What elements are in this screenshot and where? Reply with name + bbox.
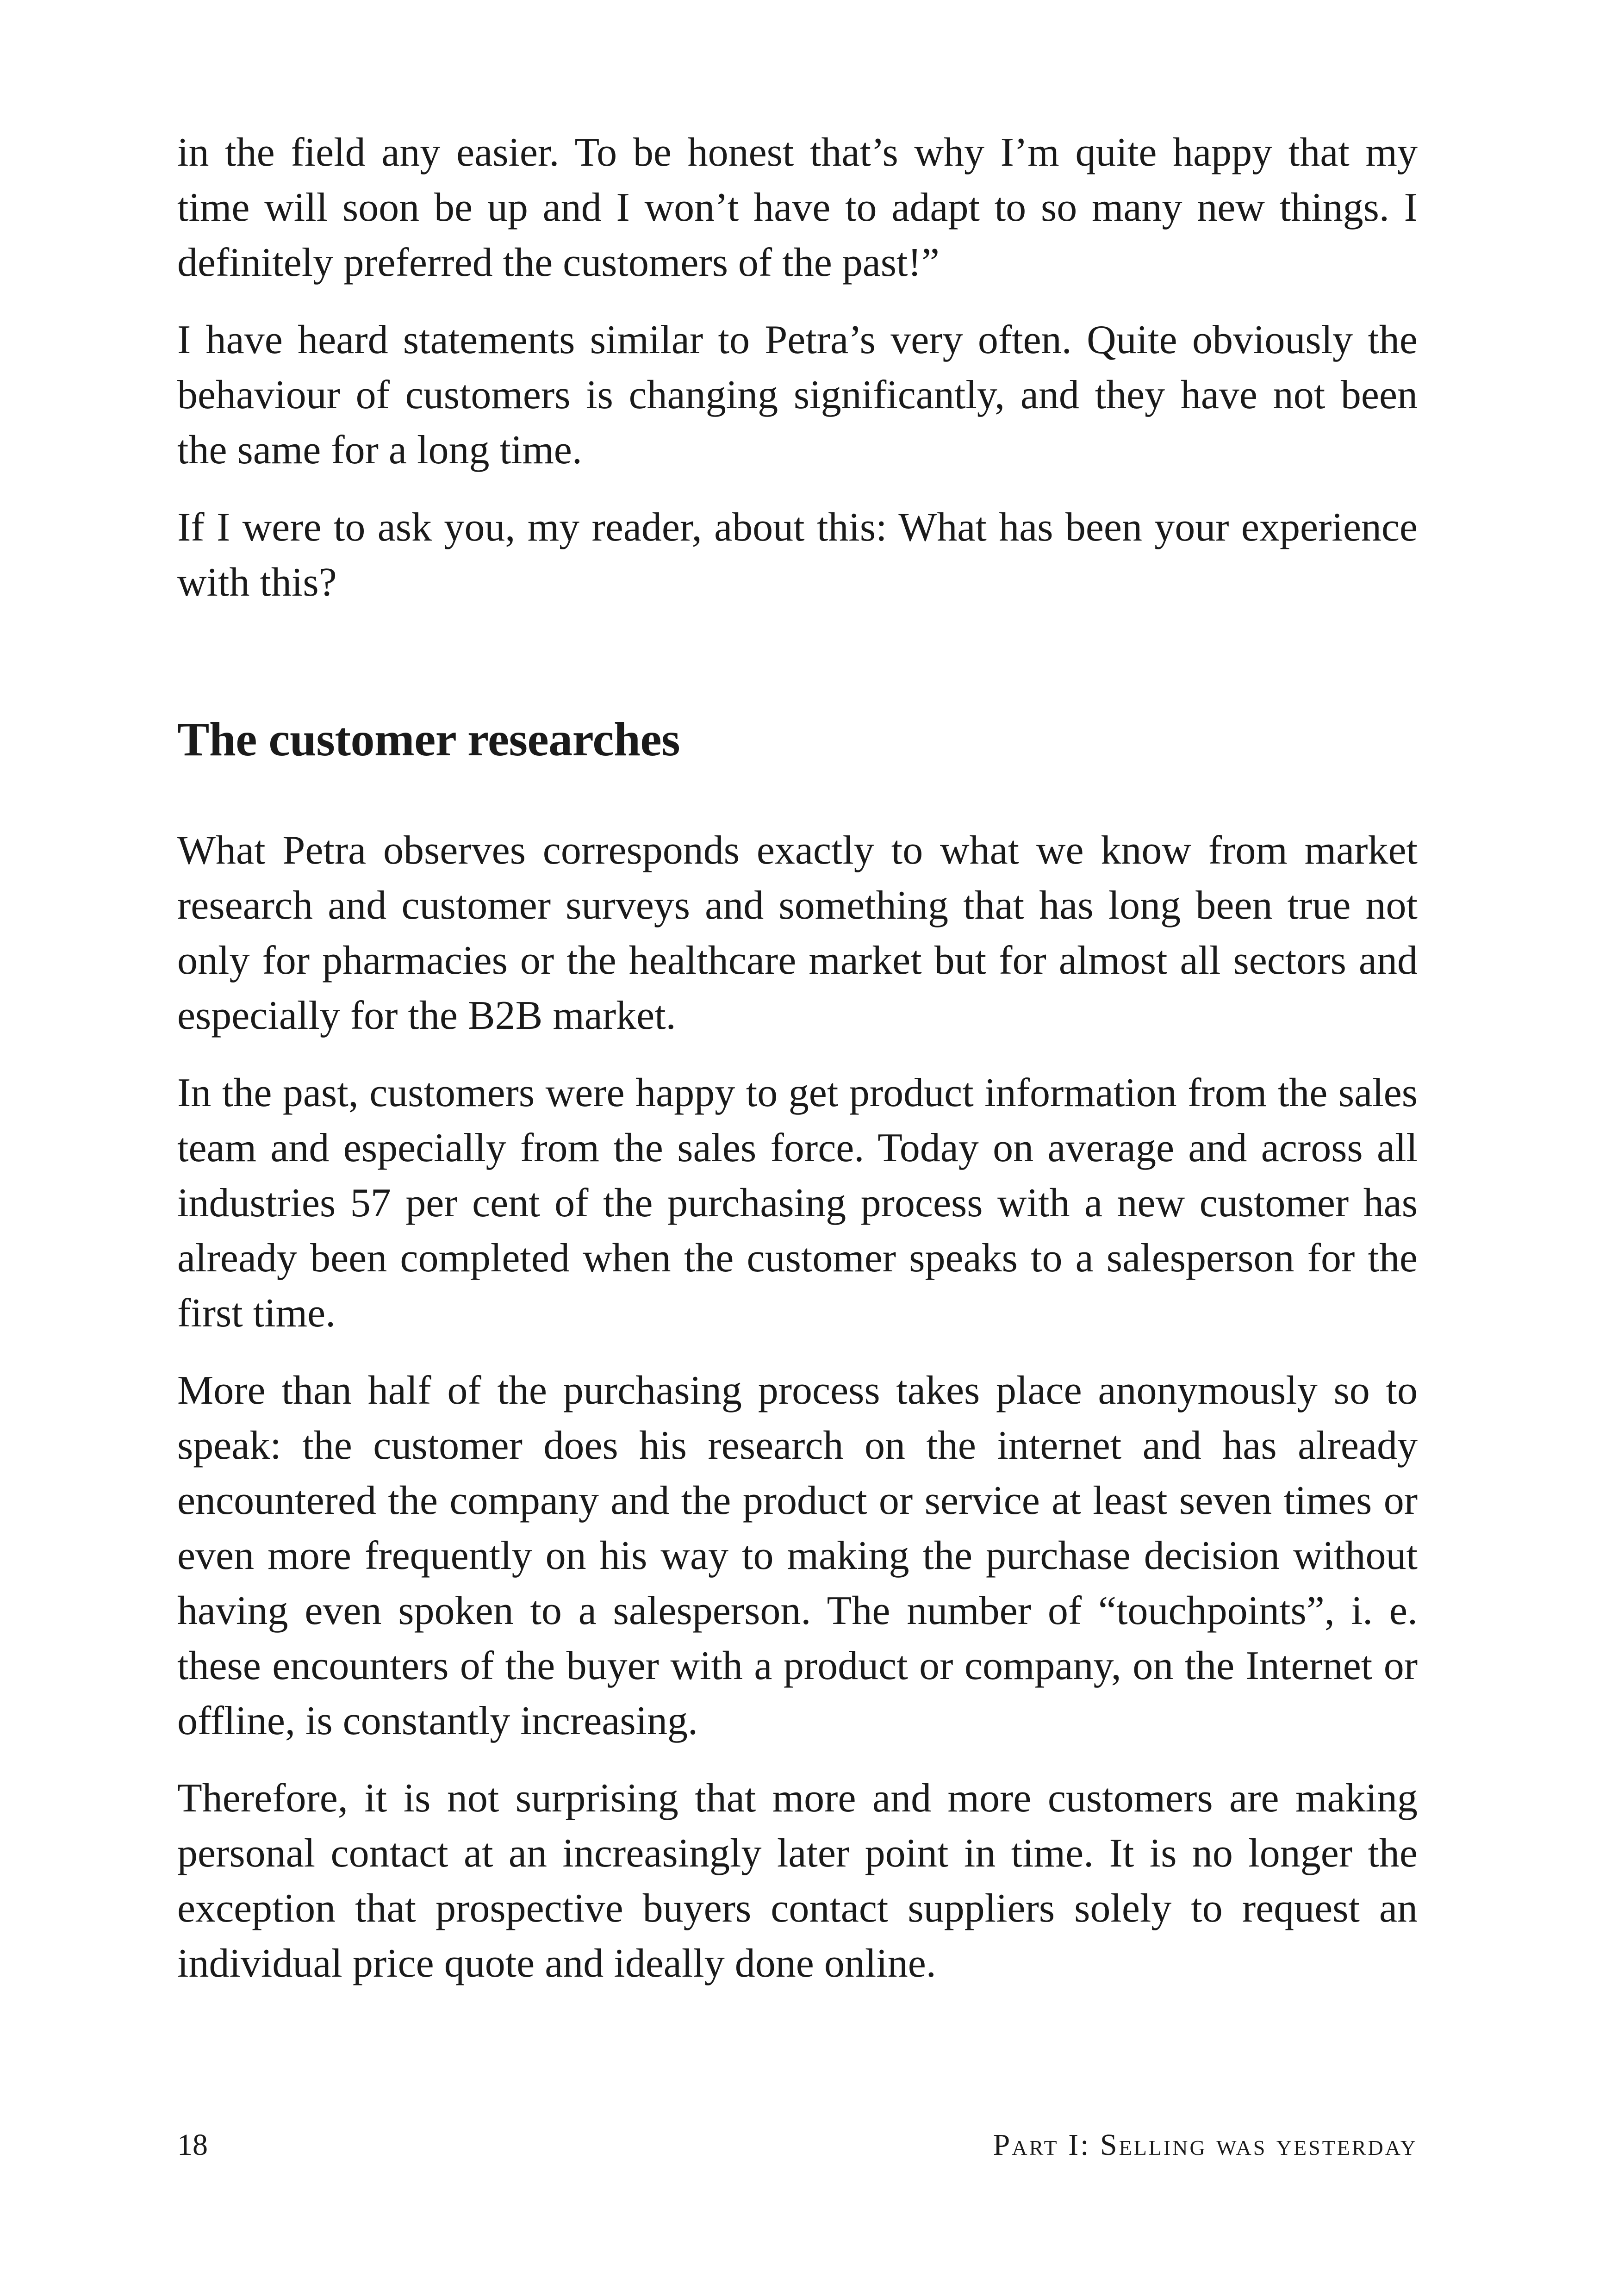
section-heading: The customer researches	[177, 713, 680, 766]
page-number: 18	[177, 2128, 208, 2162]
body-paragraph: What Petra observes corresponds exactly to what we know from market research and customer surveys and something that has long been true not only for pharmacies or the healthcare market but for almost all sectors and especially for the B2B market.	[177, 828, 1418, 1038]
body-paragraph: In the past, customers were happy to get product information from the sales team and especially from the sales force. Today on average and across all industries 57 per cent of the purchasing process with a new customer has already been completed when the customer speaks to a salesperson for the first time.	[177, 1070, 1418, 1336]
page-footer	[177, 2122, 1418, 2168]
page-body	[177, 125, 1418, 2013]
body-paragraph: I have heard statements similar to Petra’s very often. Quite obviously the behaviour of customers is changing significantly, and they have not been the same for a long time.	[177, 317, 1418, 473]
body-paragraph: If I were to ask you, my reader, about this: What has been your experience with this?	[177, 505, 1418, 605]
body-paragraph: More than half of the purchasing process takes place anonymously so to speak: the customer does his research on the internet and has already encountered the company and the product or service at least seven times or even more frequently on his way to making the purchase decision without having even spoken to a salesperson. The number of “touchpoints”, i. e. these encounters of the buyer with a product or company, on the Internet or offline, is constantly increasing.	[177, 1368, 1418, 1743]
body-paragraph: Therefore, it is not surprising that more and more customers are making personal contact at an increasingly later point in time. It is no longer the exception that prospective buyers contact suppliers solely to request an individual price quote and ideally done online.	[177, 1776, 1418, 1986]
body-paragraph: in the field any easier. To be honest that’s why I’m quite happy that my time will soon be up and I won’t have to adapt to so many new things. I definitely preferred the customers of the past!”	[177, 130, 1418, 285]
running-header: Part I: Selling was yesterday	[993, 2128, 1418, 2162]
